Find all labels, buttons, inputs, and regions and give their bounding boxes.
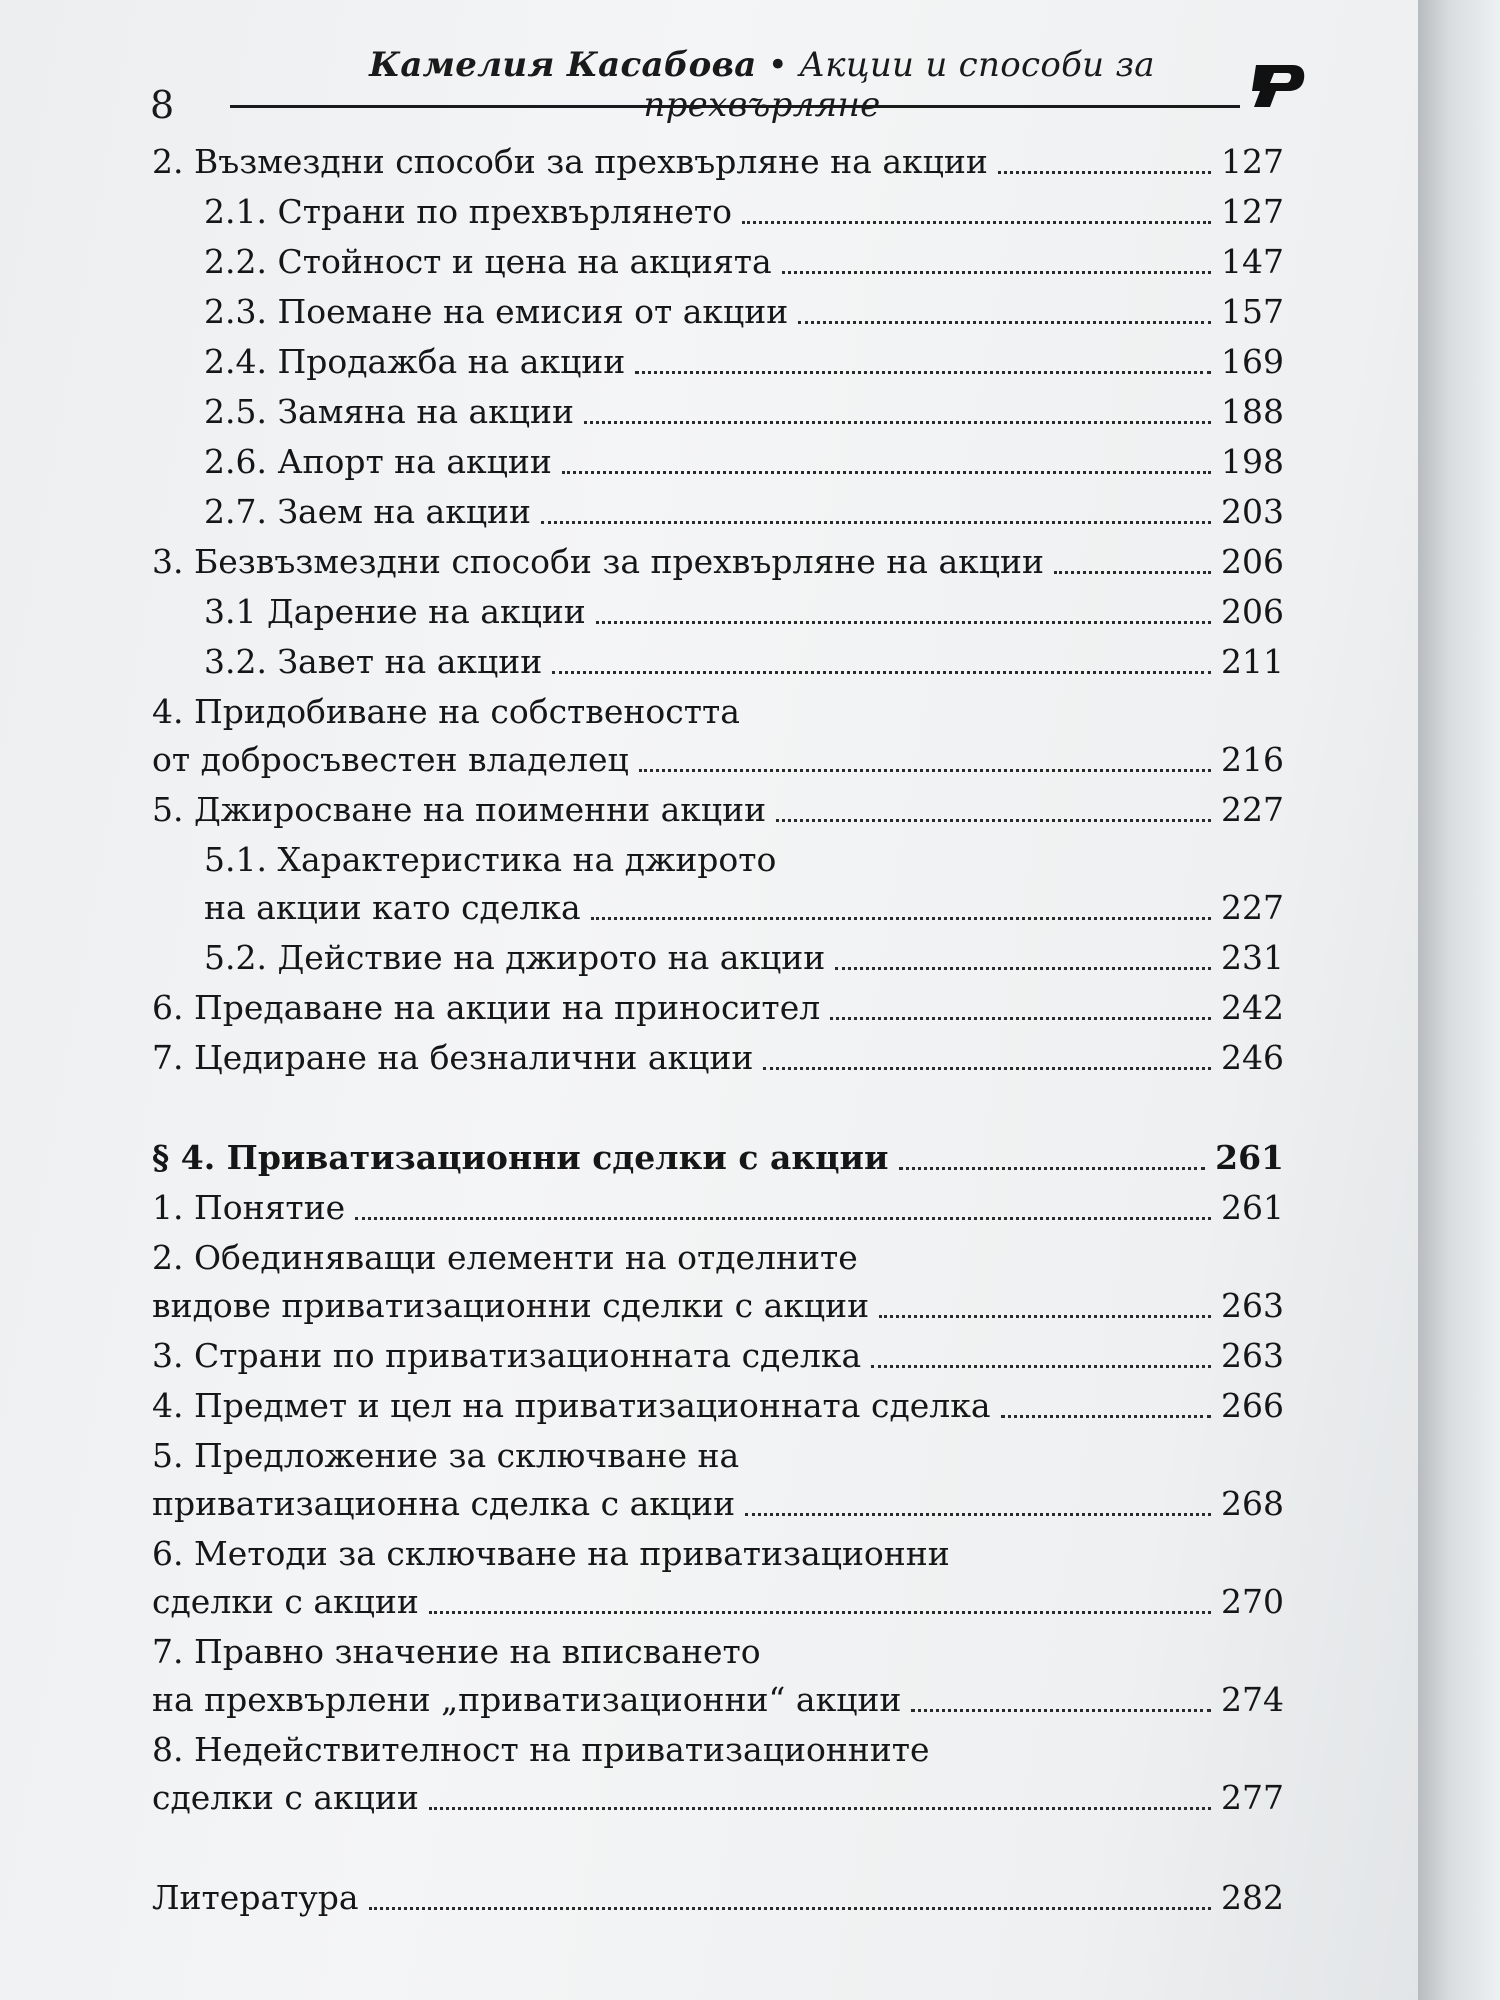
dot-leader [584, 421, 1211, 424]
dot-leader [776, 819, 1211, 822]
toc-entry-label: 3. Безвъзмездни способи за прехвърляне на акции [152, 542, 1044, 581]
toc-entry-label-line1: 5. Предложение за сключване на [152, 1436, 740, 1475]
toc-entry [152, 488, 1284, 538]
toc-entry [152, 388, 1284, 438]
toc-entry [152, 538, 1284, 588]
dot-leader [911, 1709, 1211, 1712]
toc-page-number: 203 [1221, 492, 1284, 531]
toc-entry-label: приватизационна сделка с акции [152, 1484, 736, 1523]
dot-leader [552, 671, 1211, 674]
publisher-logo-icon [1250, 59, 1308, 111]
toc-entry [152, 1726, 1284, 1824]
toc-entry [152, 786, 1284, 836]
toc-page-number: 268 [1221, 1484, 1284, 1523]
toc-entry-label: 3. Страни по приватизационната сделка [152, 1336, 862, 1375]
toc-entry [152, 688, 1284, 786]
dot-leader [596, 621, 1211, 624]
toc-page-number: 157 [1221, 292, 1284, 331]
toc-entry [152, 934, 1284, 984]
toc-entry-label: 2.7. Заем на акции [204, 492, 532, 531]
toc-entry-label-line1: 5.1. Характеристика на джирото [204, 840, 777, 879]
toc-page-number: 242 [1221, 988, 1284, 1027]
dot-leader [635, 371, 1211, 374]
toc-page-number: 211 [1221, 642, 1284, 681]
dot-leader [742, 221, 1211, 224]
toc-entry [152, 1234, 1284, 1332]
toc-entry [152, 1530, 1284, 1628]
toc-entry [152, 1134, 1284, 1184]
toc-page-number: 261 [1221, 1188, 1284, 1227]
dot-leader [1001, 1415, 1211, 1418]
toc-entry-label: 5.2. Действие на джирото на акции [204, 938, 826, 977]
header-rule [230, 105, 1240, 108]
toc-entry [152, 1382, 1284, 1432]
toc-page-number: 169 [1221, 342, 1284, 381]
dot-leader [830, 1017, 1211, 1020]
toc-entry [152, 1034, 1284, 1084]
toc-entry [152, 138, 1284, 188]
toc-entry [152, 588, 1284, 638]
toc-entry-label: сделки с акции [152, 1582, 419, 1621]
toc-entry [152, 288, 1284, 338]
next-page-edge [1418, 0, 1500, 2000]
toc-entry-label: 2.5. Замяна на акции [204, 392, 575, 431]
toc-entry [152, 1628, 1284, 1726]
dot-leader [355, 1217, 1211, 1220]
toc-entry-label: Литература [152, 1878, 359, 1917]
toc-page-number: 127 [1221, 142, 1284, 181]
toc-entry-label-line1: 7. Правно значение на вписването [152, 1632, 761, 1671]
toc-entry-label: 3.2. Завет на акции [204, 642, 543, 681]
toc-entry [152, 238, 1284, 288]
table-of-contents [152, 138, 1284, 1924]
toc-page-number: 277 [1221, 1778, 1284, 1817]
toc-entry [152, 438, 1284, 488]
toc-entry [152, 638, 1284, 688]
toc-entry-label: 3.1 Дарение на акции [204, 592, 586, 631]
dot-leader [835, 967, 1211, 970]
toc-entry-label-line1: 4. Придобиване на собствеността [152, 692, 740, 731]
running-title [262, 45, 1262, 125]
dot-leader [1054, 571, 1211, 574]
toc-entry-label: 2.3. Поемане на емисия от акции [204, 292, 789, 331]
toc-entry-label: от добросъвестен владелец [152, 740, 629, 779]
dot-leader [782, 271, 1211, 274]
toc-entry-label: 1. Понятие [152, 1188, 346, 1227]
toc-entry [152, 984, 1284, 1034]
toc-page-number: 263 [1221, 1336, 1284, 1375]
dot-leader [871, 1365, 1211, 1368]
dot-leader [591, 917, 1211, 920]
toc-page-number: 198 [1221, 442, 1284, 481]
title-separator: • [756, 45, 800, 85]
toc-page-number: 127 [1221, 192, 1284, 231]
running-header [150, 45, 1320, 125]
book-title: Акции и способи за прехвърляне [643, 45, 1155, 125]
dot-leader [429, 1611, 1211, 1614]
toc-entry-label: 2.1. Страни по прехвърлянето [204, 192, 732, 231]
dot-leader [899, 1167, 1206, 1170]
toc-entry [152, 836, 1284, 934]
toc-entry [152, 338, 1284, 388]
toc-entry [152, 1332, 1284, 1382]
toc-entry [152, 1184, 1284, 1234]
toc-entry-label: видове приватизационни сделки с акции [152, 1286, 870, 1325]
dot-leader [639, 769, 1211, 772]
toc-page-number: 266 [1221, 1386, 1284, 1425]
toc-page-number: 246 [1221, 1038, 1284, 1077]
toc-entry [152, 1432, 1284, 1530]
toc-entry-label-line1: 8. Недействителност на приватизационните [152, 1730, 930, 1769]
toc-entry-label-line1: 6. Методи за сключване на приватизационни [152, 1534, 950, 1573]
toc-entry-label: сделки с акции [152, 1778, 419, 1817]
toc-page-number: 206 [1221, 592, 1284, 631]
dot-leader [562, 471, 1211, 474]
dot-leader [369, 1907, 1211, 1910]
toc-entry-label: 5. Джиросване на поименни акции [152, 790, 767, 829]
toc-entry-label: 2.4. Продажба на акции [204, 342, 626, 381]
toc-page-number: 206 [1221, 542, 1284, 581]
toc-page-number: 263 [1221, 1286, 1284, 1325]
toc-entry-label: 4. Предмет и цел на приватизационната сделка [152, 1386, 991, 1425]
dot-leader [745, 1513, 1211, 1516]
author-name: Камелия Касабова [369, 45, 757, 85]
dot-leader [798, 321, 1211, 324]
toc-entry-label-line1: 2. Обединяващи елементи на отделните [152, 1238, 858, 1277]
dot-leader [763, 1067, 1211, 1070]
toc-page-number: 274 [1221, 1680, 1284, 1719]
toc-entry [152, 188, 1284, 238]
toc-entry-label: 7. Цедиране на безналични акции [152, 1038, 754, 1077]
toc-page-number: 147 [1221, 242, 1284, 281]
toc-entry-label: 6. Предаване на акции на приносител [152, 988, 821, 1027]
toc-page-number: 216 [1221, 740, 1284, 779]
toc-page-number: 188 [1221, 392, 1284, 431]
toc-entry-label: 2.6. Апорт на акции [204, 442, 552, 481]
toc-entry-label: 2. Възмездни способи за прехвърляне на акции [152, 142, 988, 181]
toc-page-number: 261 [1215, 1138, 1284, 1177]
toc-page-number: 231 [1221, 938, 1284, 977]
toc-entry-label: на прехвърлени „приватизационни“ акции [152, 1680, 902, 1719]
toc-entry-label: § 4. Приватизационни сделки с акции [152, 1138, 889, 1177]
toc-page-number: 227 [1221, 888, 1284, 927]
dot-leader [541, 521, 1211, 524]
toc-page-number: 282 [1221, 1878, 1284, 1917]
toc-entry [152, 1874, 1284, 1924]
toc-entry-label: 2.2. Стойност и цена на акцията [204, 242, 772, 281]
toc-page-number: 227 [1221, 790, 1284, 829]
toc-entry-label: на акции като сделка [204, 888, 581, 927]
dot-leader [998, 171, 1211, 174]
page-number: 8 [150, 83, 175, 127]
toc-page-number: 270 [1221, 1582, 1284, 1621]
dot-leader [879, 1315, 1211, 1318]
dot-leader [429, 1807, 1211, 1810]
